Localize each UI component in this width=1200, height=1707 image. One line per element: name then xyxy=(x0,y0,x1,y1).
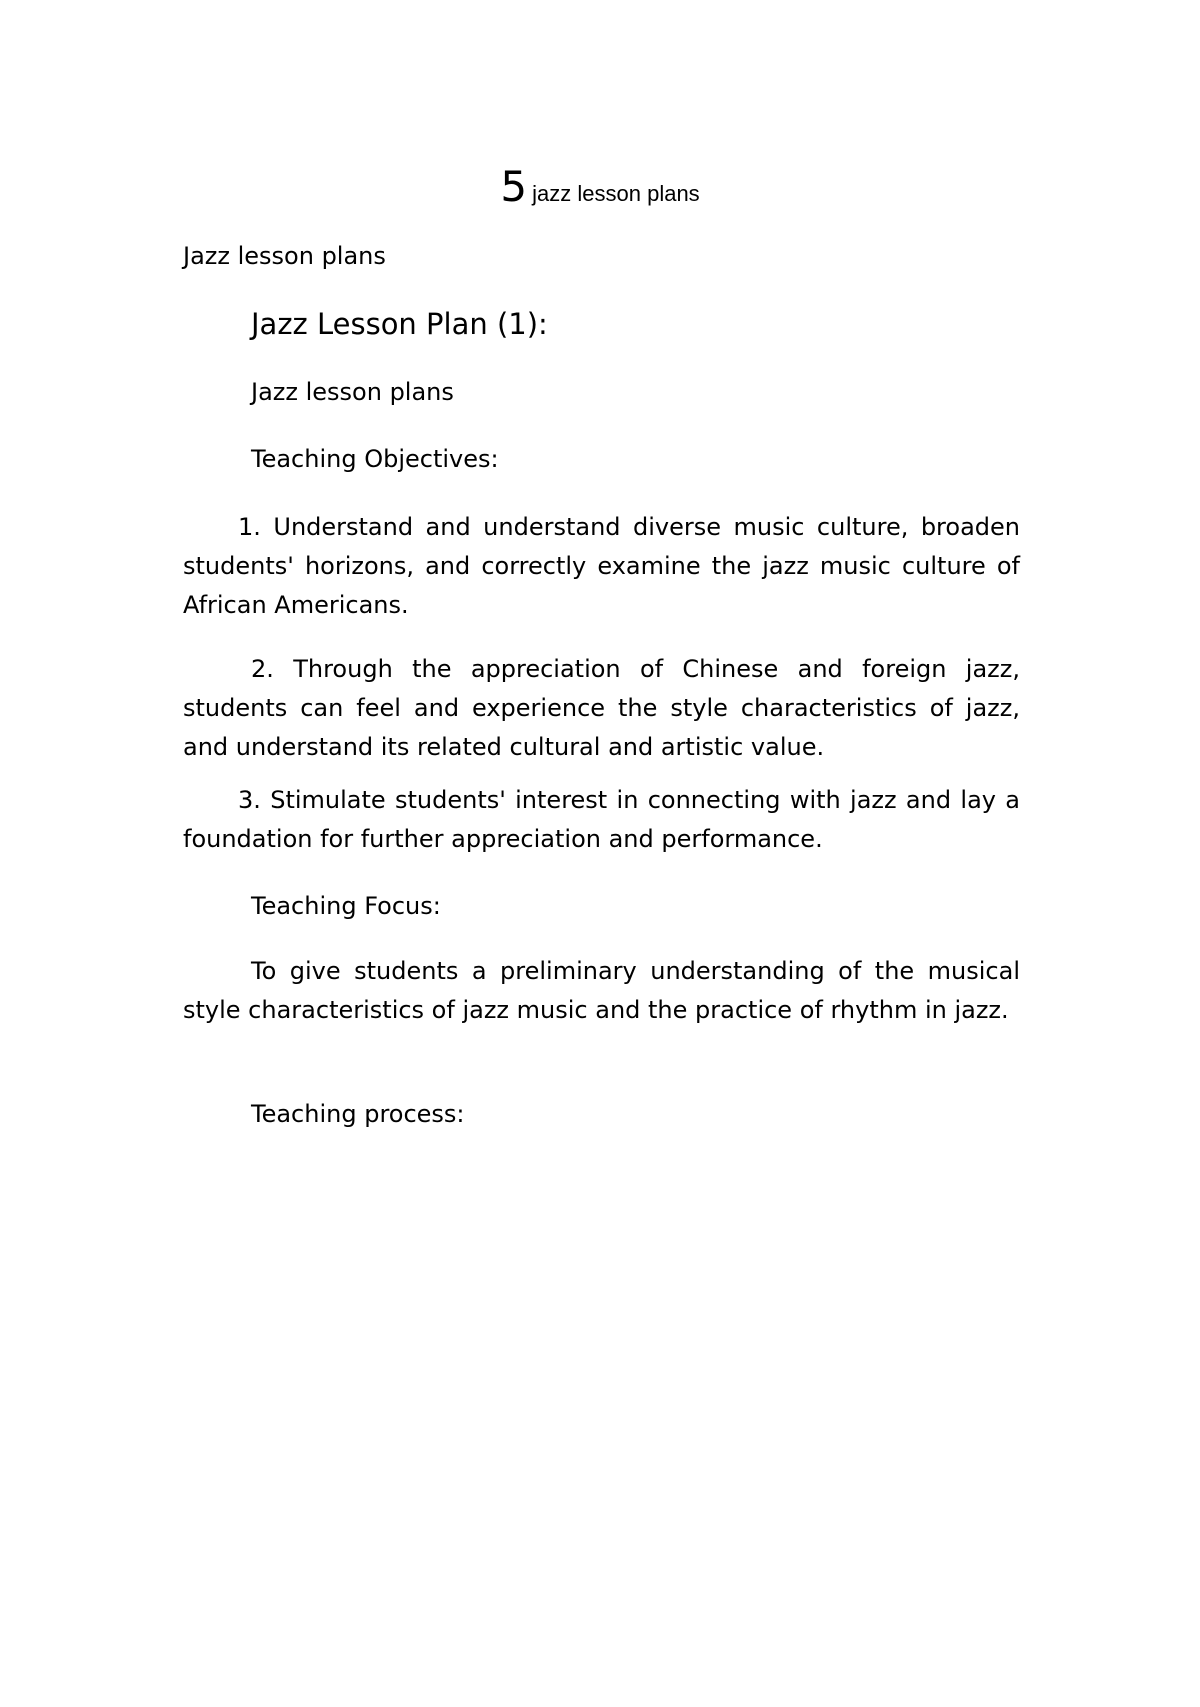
focus-heading: Teaching Focus: xyxy=(251,892,441,920)
title-text: jazz lesson plans xyxy=(532,181,700,206)
document-title xyxy=(0,162,1200,212)
objectives-heading: Teaching Objectives: xyxy=(251,445,499,473)
section-subtitle: Jazz lesson plans xyxy=(251,378,454,406)
objective-item-1: 1. Understand and understand diverse music culture, broaden students' horizons, and correctly examine the jazz music culture of African Americans. xyxy=(183,513,1020,619)
objective-item-3: 3. Stimulate students' interest in connecting with jazz and lay a foundation for further appreciation and performance. xyxy=(183,786,1020,853)
doc-heading: Jazz lesson plans xyxy=(183,242,386,270)
focus-paragraph: To give students a preliminary understanding of the musical style characteristics of jazz music and the practice of rhythm in jazz. xyxy=(183,957,1020,1024)
process-heading: Teaching process: xyxy=(251,1100,465,1128)
objective-item-2: 2. Through the appreciation of Chinese and foreign jazz, students can feel and experience the style characteristics of jazz, and understand its related cultural and artistic value. xyxy=(183,655,1020,761)
title-number: 5 xyxy=(500,162,528,211)
section-title: Jazz Lesson Plan (1): xyxy=(251,307,548,341)
